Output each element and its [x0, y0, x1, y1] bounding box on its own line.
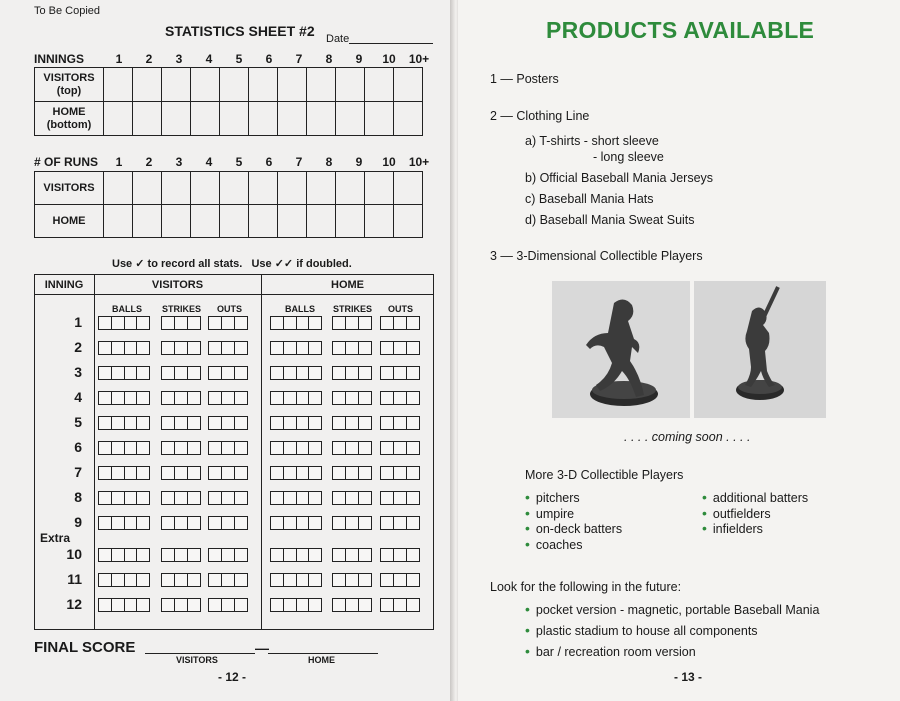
- bullet-icon: •: [525, 504, 530, 521]
- stat-box[interactable]: [308, 366, 322, 380]
- runs-cell[interactable]: [249, 205, 278, 238]
- team-col-divider: [261, 274, 262, 630]
- bullet-icon: •: [525, 535, 530, 552]
- score-cell[interactable]: [336, 68, 365, 102]
- stat-box[interactable]: [308, 491, 322, 505]
- stat-box[interactable]: [406, 598, 420, 612]
- final-home-label: HOME: [308, 655, 335, 665]
- list-item: • umpire: [525, 504, 575, 521]
- page-title: STATISTICS SHEET #2: [165, 23, 315, 39]
- list-item: • outfielders: [702, 504, 771, 521]
- score-cell[interactable]: [162, 102, 191, 136]
- stat-box-group: [98, 548, 149, 562]
- stat-box-group: [270, 441, 321, 455]
- column-number: 7: [295, 52, 303, 66]
- final-home-line[interactable]: [268, 653, 378, 654]
- inning-number: 9: [74, 514, 82, 530]
- stat-box[interactable]: [308, 441, 322, 455]
- stat-box[interactable]: [234, 391, 248, 405]
- stat-box[interactable]: [234, 573, 248, 587]
- right-page: [458, 0, 900, 701]
- runs-visitors-label: VISITORS: [35, 172, 104, 205]
- stat-box-group: [332, 316, 370, 330]
- date-line: [349, 43, 433, 44]
- list-item: • on-deck batters: [525, 520, 623, 536]
- runs-cell[interactable]: [307, 172, 336, 205]
- inning-number: 6: [74, 439, 82, 455]
- stat-box[interactable]: [358, 341, 372, 355]
- stat-box-group: [208, 516, 246, 530]
- stat-box-group: [270, 516, 321, 530]
- column-number: 2: [145, 52, 153, 66]
- runs-cell[interactable]: [133, 172, 162, 205]
- visitors-outs-header: OUTS: [217, 304, 243, 314]
- inning-number: 5: [74, 414, 82, 430]
- batter-figurine-photo: [694, 281, 826, 418]
- stat-box-group: [208, 391, 246, 405]
- stat-box-group: [332, 416, 370, 430]
- score-cell[interactable]: [220, 68, 249, 102]
- runs-cell[interactable]: [191, 205, 220, 238]
- stat-box[interactable]: [187, 441, 201, 455]
- runs-cell[interactable]: [133, 205, 162, 238]
- column-number: 1: [115, 52, 123, 66]
- stat-box-group: [98, 341, 149, 355]
- inning-number: 4: [74, 389, 82, 405]
- pitcher-figurine-photo: [552, 281, 690, 418]
- column-number: 9: [355, 155, 363, 169]
- runs-table: [34, 171, 423, 238]
- stat-box[interactable]: [136, 516, 150, 530]
- stat-box-group: [332, 548, 370, 562]
- extra-label: Extra: [40, 531, 71, 545]
- column-number: 10+: [408, 52, 430, 66]
- home-balls-header: BALLS: [285, 304, 315, 314]
- bullet-icon: •: [525, 643, 530, 659]
- inning-number: 2: [74, 339, 82, 355]
- score-cell[interactable]: [162, 68, 191, 102]
- stat-box-group: [380, 416, 418, 430]
- inning-number: 1: [74, 314, 82, 330]
- runs-cell[interactable]: [249, 172, 278, 205]
- runs-cell[interactable]: [104, 172, 133, 205]
- visitors-header: VISITORS: [151, 279, 204, 291]
- stat-box-group: [270, 366, 321, 380]
- stat-box[interactable]: [234, 491, 248, 505]
- stat-box-group: [380, 598, 418, 612]
- stat-box-group: [208, 416, 246, 430]
- column-number: 4: [205, 155, 213, 169]
- stat-box-group: [270, 548, 321, 562]
- sub-tshirts: a) T-shirts - short sleeve: [525, 134, 659, 148]
- list-item: • infielders: [702, 520, 763, 536]
- runs-cell[interactable]: [394, 172, 423, 205]
- stat-box-group: [380, 391, 418, 405]
- stat-box-group: [98, 416, 149, 430]
- stat-box-group: [208, 548, 246, 562]
- stat-box[interactable]: [406, 416, 420, 430]
- bullet-icon: •: [702, 520, 707, 536]
- stat-box-group: [332, 366, 370, 380]
- bullet-icon: •: [525, 520, 530, 536]
- runs-cell[interactable]: [307, 205, 336, 238]
- double-check-icon: ✓✓: [274, 258, 294, 270]
- inning-number: 3: [74, 364, 82, 380]
- stat-box-group: [98, 366, 149, 380]
- runs-cell[interactable]: [104, 205, 133, 238]
- runs-cell[interactable]: [336, 205, 365, 238]
- score-cell[interactable]: [249, 68, 278, 102]
- score-cell[interactable]: [278, 102, 307, 136]
- stat-box[interactable]: [406, 366, 420, 380]
- score-cell[interactable]: [191, 68, 220, 102]
- stat-box[interactable]: [187, 341, 201, 355]
- column-number: 6: [265, 155, 273, 169]
- stat-box-group: [332, 573, 370, 587]
- score-cell[interactable]: [220, 102, 249, 136]
- check-icon: ✓: [135, 258, 145, 270]
- stat-box[interactable]: [187, 466, 201, 480]
- score-cell[interactable]: [133, 102, 162, 136]
- stat-box-group: [208, 466, 246, 480]
- stat-box[interactable]: [187, 491, 201, 505]
- stat-box-group: [161, 441, 199, 455]
- stat-box-group: [161, 391, 199, 405]
- future-heading: Look for the following in the future:: [490, 580, 682, 594]
- stat-box-group: [380, 573, 418, 587]
- sub-hats: c) Baseball Mania Hats: [525, 192, 654, 206]
- stat-box-group: [208, 441, 246, 455]
- stat-box-group: [380, 466, 418, 480]
- stat-box-group: [208, 598, 246, 612]
- stat-box[interactable]: [136, 391, 150, 405]
- stat-box[interactable]: [187, 573, 201, 587]
- column-number: 10: [382, 52, 396, 66]
- stat-box[interactable]: [358, 466, 372, 480]
- stat-box-group: [380, 516, 418, 530]
- stat-box-group: [161, 548, 199, 562]
- stat-box-group: [161, 573, 199, 587]
- stat-box-group: [98, 441, 149, 455]
- column-number: 8: [325, 52, 333, 66]
- more-players-heading: More 3-D Collectible Players: [525, 468, 684, 482]
- stat-box-group: [208, 573, 246, 587]
- stat-box-group: [380, 548, 418, 562]
- stat-box-group: [98, 516, 149, 530]
- innings-table: [34, 67, 423, 136]
- stat-box[interactable]: [136, 573, 150, 587]
- runs-label: # OF RUNS: [34, 155, 99, 169]
- stat-box-group: [380, 341, 418, 355]
- stat-box[interactable]: [358, 516, 372, 530]
- list-item: • pitchers: [525, 489, 580, 505]
- list-item: • additional batters: [702, 489, 809, 505]
- column-number: 5: [235, 52, 243, 66]
- stat-box-group: [208, 491, 246, 505]
- stat-box[interactable]: [358, 416, 372, 430]
- stat-box[interactable]: [358, 491, 372, 505]
- stat-box[interactable]: [136, 416, 150, 430]
- stat-box[interactable]: [234, 441, 248, 455]
- stat-box[interactable]: [308, 466, 322, 480]
- stat-box[interactable]: [308, 391, 322, 405]
- list-item: • pocket version - magnetic, portable Baseball Mania: [525, 601, 820, 617]
- stat-box[interactable]: [187, 548, 201, 562]
- stat-box[interactable]: [187, 598, 201, 612]
- stat-box[interactable]: [406, 466, 420, 480]
- stat-box[interactable]: [234, 598, 248, 612]
- stat-box[interactable]: [358, 316, 372, 330]
- stat-box-group: [208, 366, 246, 380]
- runs-cell[interactable]: [278, 172, 307, 205]
- sub-tshirts-long: - long sleeve: [593, 150, 664, 164]
- stat-box[interactable]: [406, 516, 420, 530]
- home-strikes-header: STRIKES: [333, 304, 373, 314]
- score-cell[interactable]: [191, 102, 220, 136]
- item-collectibles: 3 — 3-Dimensional Collectible Players: [490, 249, 703, 263]
- stat-box[interactable]: [406, 441, 420, 455]
- sub-sweat-suits: d) Baseball Mania Sweat Suits: [525, 213, 695, 227]
- stat-box[interactable]: [187, 366, 201, 380]
- coming-soon: . . . . coming soon . . . .: [624, 430, 751, 444]
- stat-box[interactable]: [308, 516, 322, 530]
- stat-box[interactable]: [234, 366, 248, 380]
- stat-box[interactable]: [136, 491, 150, 505]
- stat-box[interactable]: [308, 598, 322, 612]
- score-cell[interactable]: [278, 68, 307, 102]
- column-number: 8: [325, 155, 333, 169]
- runs-cell[interactable]: [162, 205, 191, 238]
- stat-box-group: [270, 573, 321, 587]
- final-visitors-label: VISITORS: [176, 655, 218, 665]
- stat-box[interactable]: [136, 341, 150, 355]
- inning-header: INNING: [44, 279, 84, 291]
- column-number: 2: [145, 155, 153, 169]
- bullet-icon: •: [525, 601, 530, 617]
- stat-box-group: [270, 341, 321, 355]
- visitors-strikes-header: STRIKES: [162, 304, 202, 314]
- home-header: HOME: [331, 279, 364, 291]
- stat-box-group: [332, 466, 370, 480]
- stat-box-group: [270, 416, 321, 430]
- stat-box[interactable]: [234, 341, 248, 355]
- stat-box[interactable]: [358, 366, 372, 380]
- stat-box[interactable]: [358, 598, 372, 612]
- final-dash: —: [255, 640, 269, 656]
- stat-box-group: [98, 466, 149, 480]
- list-item: • coaches: [525, 535, 583, 552]
- item-posters: 1 — Posters: [490, 72, 559, 86]
- stat-box[interactable]: [358, 441, 372, 455]
- score-cell[interactable]: [307, 102, 336, 136]
- score-cell[interactable]: [249, 102, 278, 136]
- score-cell[interactable]: [336, 102, 365, 136]
- stat-box[interactable]: [187, 516, 201, 530]
- score-cell[interactable]: [365, 102, 394, 136]
- column-number: 9: [355, 52, 363, 66]
- inning-number: 10: [66, 546, 82, 562]
- score-cell[interactable]: [394, 68, 423, 102]
- score-cell[interactable]: [133, 68, 162, 102]
- stat-box-group: [161, 416, 199, 430]
- stat-box-group: [332, 598, 370, 612]
- stat-box-group: [208, 341, 246, 355]
- inning-number: 11: [67, 571, 82, 587]
- runs-cell[interactable]: [220, 205, 249, 238]
- visitors-balls-header: BALLS: [112, 304, 142, 314]
- innings-visitors-label: VISITORS (top): [35, 68, 104, 102]
- runs-cell[interactable]: [394, 205, 423, 238]
- score-cell[interactable]: [307, 68, 336, 102]
- inning-col-divider: [94, 274, 95, 630]
- runs-cell[interactable]: [336, 172, 365, 205]
- stat-box-group: [332, 441, 370, 455]
- column-number: 3: [175, 52, 183, 66]
- date-label: Date: [326, 33, 350, 45]
- stat-box-group: [380, 366, 418, 380]
- stat-box-group: [161, 598, 199, 612]
- runs-cell[interactable]: [162, 172, 191, 205]
- stat-box[interactable]: [358, 548, 372, 562]
- stat-box-group: [270, 466, 321, 480]
- stat-box[interactable]: [136, 441, 150, 455]
- stat-box[interactable]: [308, 341, 322, 355]
- bullet-icon: •: [702, 504, 707, 521]
- stat-box[interactable]: [136, 316, 150, 330]
- stat-box-group: [98, 316, 149, 330]
- column-number: 7: [295, 155, 303, 169]
- bullet-icon: •: [525, 489, 530, 505]
- bullet-icon: •: [702, 489, 707, 505]
- stat-box-group: [332, 391, 370, 405]
- products-title: PRODUCTS AVAILABLE: [546, 17, 815, 43]
- stat-box[interactable]: [234, 316, 248, 330]
- stat-box-group: [380, 316, 418, 330]
- stat-box-group: [332, 341, 370, 355]
- list-item: • plastic stadium to house all components: [525, 622, 758, 638]
- stat-box-group: [332, 491, 370, 505]
- stat-box[interactable]: [406, 391, 420, 405]
- stat-box[interactable]: [234, 548, 248, 562]
- stat-box[interactable]: [187, 316, 201, 330]
- page-number-left: - 12 -: [218, 670, 247, 684]
- column-number: 10: [382, 155, 396, 169]
- stat-box[interactable]: [234, 466, 248, 480]
- stat-box[interactable]: [187, 391, 201, 405]
- score-cell[interactable]: [104, 102, 133, 136]
- bullet-icon: •: [525, 622, 530, 638]
- instruction-line: Use ✓ to record all stats. Use ✓✓ if doubled.: [112, 258, 352, 270]
- stat-box[interactable]: [358, 391, 372, 405]
- stat-box-group: [332, 516, 370, 530]
- stat-box-group: [208, 316, 246, 330]
- stat-box[interactable]: [187, 416, 201, 430]
- stat-box-group: [270, 598, 321, 612]
- item-clothing: 2 — Clothing Line: [490, 109, 590, 123]
- stat-box-group: [98, 573, 149, 587]
- runs-cell[interactable]: [278, 205, 307, 238]
- runs-home-label: HOME: [35, 205, 104, 238]
- stat-box-group: [161, 491, 199, 505]
- stat-box[interactable]: [136, 598, 150, 612]
- score-cell[interactable]: [394, 102, 423, 136]
- stat-box-group: [161, 516, 199, 530]
- stat-box[interactable]: [406, 316, 420, 330]
- page-number-right: - 13 -: [674, 670, 703, 684]
- stat-box[interactable]: [136, 466, 150, 480]
- innings-home-label: HOME (bottom): [35, 102, 104, 136]
- stat-box[interactable]: [406, 491, 420, 505]
- inning-number: 8: [74, 489, 82, 505]
- stat-box[interactable]: [136, 548, 150, 562]
- stat-box[interactable]: [308, 416, 322, 430]
- stat-box[interactable]: [234, 416, 248, 430]
- runs-cell[interactable]: [191, 172, 220, 205]
- column-number: 6: [265, 52, 273, 66]
- stat-box[interactable]: [406, 341, 420, 355]
- stat-box-group: [270, 391, 321, 405]
- column-number: 5: [235, 155, 243, 169]
- stat-box-group: [161, 466, 199, 480]
- runs-cell[interactable]: [220, 172, 249, 205]
- stat-box-group: [161, 366, 199, 380]
- home-outs-header: OUTS: [388, 304, 414, 314]
- stat-box-group: [98, 491, 149, 505]
- stat-box[interactable]: [406, 573, 420, 587]
- column-number: 3: [175, 155, 183, 169]
- stat-box-group: [380, 441, 418, 455]
- stat-box-group: [98, 598, 149, 612]
- stat-box-group: [270, 491, 321, 505]
- stat-box[interactable]: [406, 548, 420, 562]
- column-number: 10+: [408, 155, 430, 169]
- runs-cell[interactable]: [365, 172, 394, 205]
- list-item: • bar / recreation room version: [525, 643, 696, 659]
- column-number: 1: [115, 155, 123, 169]
- score-cell[interactable]: [104, 68, 133, 102]
- copy-note: To Be Copied: [34, 5, 101, 17]
- stat-box-group: [161, 341, 199, 355]
- final-visitors-line[interactable]: [145, 653, 255, 654]
- runs-cell[interactable]: [365, 205, 394, 238]
- sub-jerseys: b) Official Baseball Mania Jerseys: [525, 171, 714, 185]
- column-number: 4: [205, 52, 213, 66]
- final-score-label: FINAL SCORE: [34, 639, 136, 656]
- stat-box[interactable]: [358, 573, 372, 587]
- stat-box[interactable]: [234, 516, 248, 530]
- stat-box-group: [270, 316, 321, 330]
- stat-box-group: [161, 316, 199, 330]
- inning-number: 7: [74, 464, 82, 480]
- stat-box[interactable]: [136, 366, 150, 380]
- score-cell[interactable]: [365, 68, 394, 102]
- stat-box[interactable]: [308, 573, 322, 587]
- stat-box-group: [380, 491, 418, 505]
- stat-box[interactable]: [308, 548, 322, 562]
- stat-box-group: [98, 391, 149, 405]
- inning-number: 12: [66, 596, 82, 612]
- stat-box[interactable]: [308, 316, 322, 330]
- innings-label: INNINGS: [34, 52, 85, 66]
